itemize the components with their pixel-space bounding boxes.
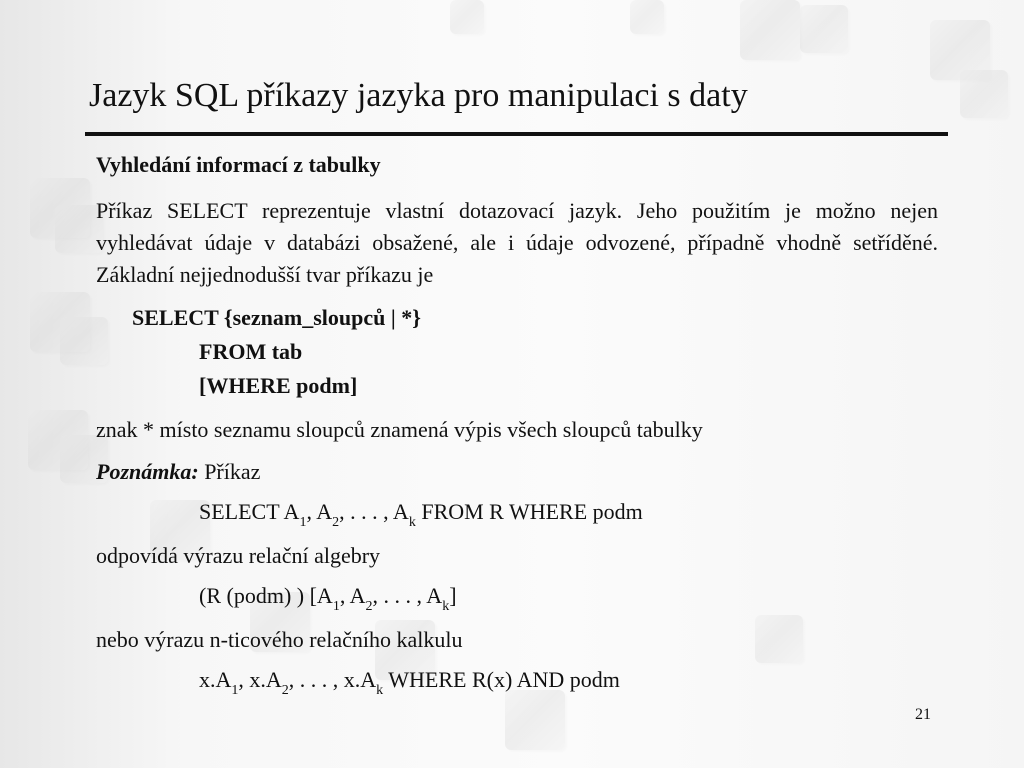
decorative-square [960,70,1008,118]
decorative-square [740,0,800,60]
formula-part: , A [306,499,333,524]
note-label: Poznámka: [96,459,199,484]
subscript: k [408,515,416,530]
formula-part: SELECT A [199,499,300,524]
formula-part: (R (podm) ) [A [199,583,333,608]
formula-part: , . . . , x.A [288,667,377,692]
formula-part: , . . . , A [339,499,409,524]
formula-part: WHERE R(x) AND podm [383,667,620,692]
slide-title: Jazyk SQL příkazy jazyka pro manipulaci s daty [89,77,748,114]
tuple-calculus-line: nebo výrazu n-ticového relačního kalkulu [96,627,463,652]
subscript: k [376,683,384,698]
formula-part: ] [449,583,457,608]
formula-tuple-line [96,664,938,700]
formula-part: x.A [199,667,232,692]
sql-line-select: SELECT {seznam_sloupců | *} [132,305,421,330]
decorative-square [450,0,484,34]
section-heading: Vyhledání informací z tabulky [96,152,381,177]
slide-content [96,149,938,708]
formula-algebra-line [96,580,938,616]
sql-line-where: [WHERE podm] [199,373,358,398]
page-number: 21 [915,706,931,723]
formula-select-line [96,496,938,532]
intro-paragraph: Příkaz SELECT reprezentuje vlastní dotazovací jazyk. Jeho použitím je možno nejen vyhledávat údaje v databázi obsažené, ale i údaje odvozené, případně vhodně setříděné. Základní nejjednodušší tvar příkazu je [96,198,938,287]
select-syntax-block [96,302,938,404]
sql-line-from: FROM tab [199,339,303,364]
decorative-square [630,0,664,34]
subscript: k [442,599,450,614]
subscript: 2 [332,515,340,530]
note-text: Příkaz [198,459,261,484]
title-divider [85,132,948,136]
star-note: znak * místo seznamu sloupců znamená výpis všech sloupců tabulky [96,417,703,442]
formula-part: FROM R WHERE podm [415,499,643,524]
subscript: 1 [231,683,239,698]
subscript: 2 [281,683,289,698]
decorative-square [800,5,848,53]
subscript: 1 [332,599,340,614]
relational-algebra-line: odpovídá výrazu relační algebry [96,543,381,568]
note-line [96,456,938,488]
formula-part: , x.A [238,667,282,692]
subscript: 2 [365,599,373,614]
formula-part: , . . . , A [372,583,443,608]
subscript: 1 [299,515,307,530]
formula-part: , A [339,583,366,608]
